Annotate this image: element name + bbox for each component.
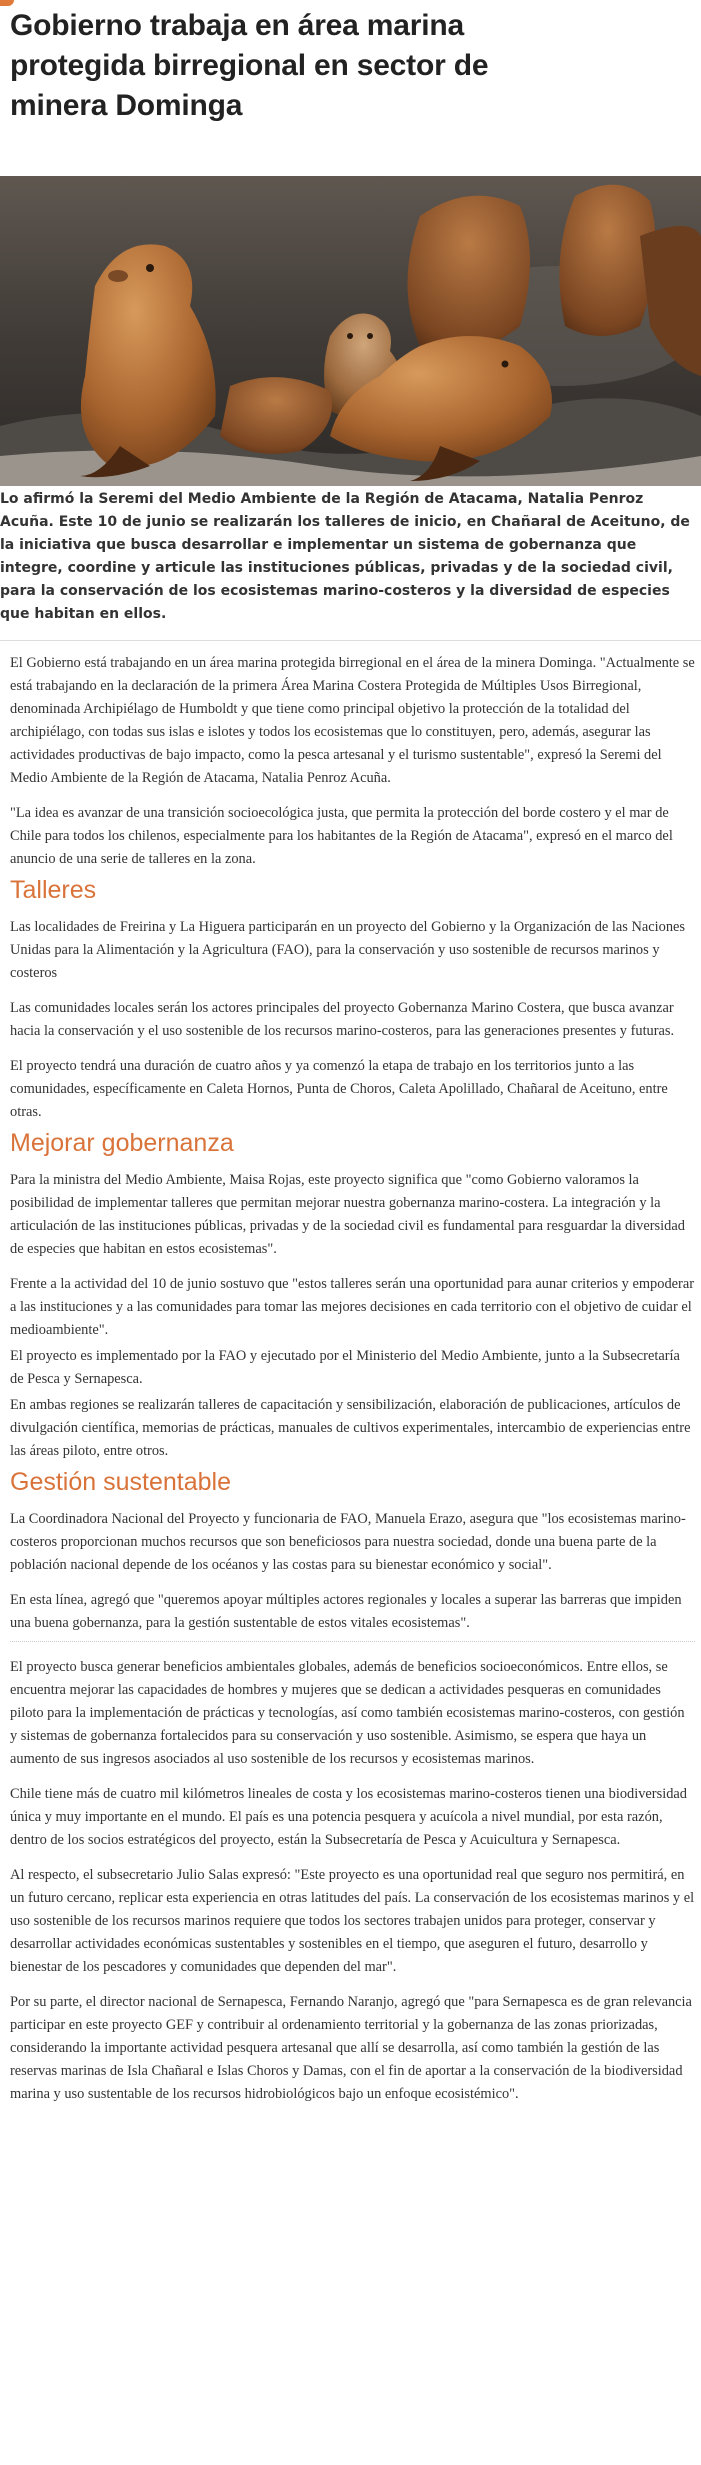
gobernanza-paragraph-2: Frente a la actividad del 10 de junio sostuvo que "estos talleres serán una oportunidad para aunar criterios y empoderar a las instituciones y a las comunidades para tomar las mejores decisiones en cada territorio con el objetivo de cuidar el medioambiente".	[10, 1276, 695, 1338]
article-lead: Lo afirmó la Seremi del Medio Ambiente de la Región de Atacama, Natalia Penroz Acuña. Este 10 de junio se realizarán los talleres de inicio, en Chañaral de Aceituno, de la iniciativa que busca desarrollar e implementar un sistema de gobernanza que integre, coordine y articule las instituciones públicas, privadas y de la sociedad civil, para la conservación de los ecosistemas marino-costeros y la diversidad de especies que habitan en ellos.	[0, 491, 690, 622]
gestion-paragraph-2: En esta línea, agregó que "queremos apoyar múltiples actores regionales y locales a superar las barreras que impiden una buena gobernanza, para la gestión sustentable de estos vitales ecosistemas".	[10, 1592, 682, 1631]
section-heading-gestion-sustentable: Gestión sustentable	[10, 1468, 231, 1496]
gobernanza-paragraph-1: Para la ministra del Medio Ambiente, Maisa Rojas, este proyecto significa que "como Gobierno valoramos la posibilidad de implementar talleres que permitan mejorar nuestra gobernanza marino-costera. La integración y la articulación de las instituciones públicas, privadas y de la sociedad civil es fundamental para resguardar la diversidad de especies que habitan en estos ecosistemas".	[10, 1172, 685, 1257]
gobernanza-paragraph-4: En ambas regiones se realizarán talleres de capacitación y sensibilización, elaboración de publicaciones, artículos de divulgación científica, memorias de prácticas, manuales de cultivos experimentales, intercambio de experiencias entre las áreas piloto, entre otros.	[10, 1397, 691, 1459]
dotted-separator	[10, 1641, 695, 1648]
lead-divider	[0, 640, 701, 641]
talleres-paragraph-3: El proyecto tendrá una duración de cuatro años y ya comenzó la etapa de trabajo en los territorios junto a las comunidades, específicamente en Caleta Hornos, Punta de Choros, Caleta Apolillado, Chañaral de Aceituno, entre otras.	[10, 1058, 668, 1120]
gestion-paragraph-3: El proyecto busca generar beneficios ambientales globales, además de beneficios socioeconómicos. Entre ellos, se encuentra mejorar las capacidades de hombres y mujeres que se dedican a actividades pesqueras en comunidades piloto para la implementación de prácticas y tecnologías, así como también ecosistemas marino-costeros, con gestión y sistemas de gobernanza fortalecidos para su conservación y uso sostenible. Asimismo, se espera que haya un aumento de sus ingresos asociados al uso sostenible de los recursos y ecosistemas marinos.	[10, 1659, 685, 1767]
section-heading-mejorar-gobernanza: Mejorar gobernanza	[10, 1129, 234, 1157]
hero-image	[0, 176, 701, 486]
intro-paragraph-1: El Gobierno está trabajando en un área marina protegida birregional en el área de la minera Dominga. "Actualmente se está trabajando en la declaración de la primera Área Marina Costera Protegida de Múltiples Usos Birregional, denominada Archipiélago de Humboldt y que tiene como principal objetivo la protección de la totalidad del archipiélago, con todas sus islas e islotes y todos los ecosistemas que lo constituyen, pero, además, asegurar las actividades productivas de bajo impacto, como la pesca artesanal y el turismo sustentable", expresó la Seremi del Medio Ambiente de la Región de Atacama, Natalia Penroz Acuña.	[10, 655, 695, 786]
gestion-paragraph-6: Por su parte, el director nacional de Sernapesca, Fernando Naranjo, agregó que "para Sernapesca es de gran relevancia participar en este proyecto GEF y contribuir al ordenamiento territorial y la gobernanza de las zonas priorizadas, considerando la importante actividad pesquera artesanal que allí se desarrolla, así como también la gestión de las reservas marinas de Isla Chañaral e Islas Choros y Damas, con el fin de aportar a la conservación de la biodiversidad marina y uso sustentable de los recursos hidrobiológicos bajo un enfoque ecosistémico".	[10, 1994, 692, 2102]
gestion-paragraph-4: Chile tiene más de cuatro mil kilómetros lineales de costa y los ecosistemas marino-costeros tienen una biodiversidad única y muy importante en el mundo. El país es una potencia pesquera y acuícola a nivel mundial, por esta razón, dentro de los socios estratégicos del proyecto, están la Subsecretaría de Pesca y Acuicultura y Sernapesca.	[10, 1786, 687, 1848]
article-body	[10, 652, 695, 2118]
article-title: Gobierno trabaja en área marina protegida birregional en sector de minera Dominga	[10, 9, 489, 122]
talleres-paragraph-1: Las localidades de Freirina y La Higuera participarán en un proyecto del Gobierno y la Organización de las Naciones Unidas para la Alimentación y la Agricultura (FAO), para la conservación y uso sostenible de recursos marinos y costeros	[10, 919, 686, 981]
intro-paragraph-2: "La idea es avanzar de una transición socioecológica justa, que permita la protección del borde costero y el mar de Chile para todos los chilenos, especialmente para los habitantes de la Región de Atacama", expresó en el marco del anuncio de una serie de talleres en la zona.	[10, 805, 673, 867]
talleres-paragraph-2: Las comunidades locales serán los actores principales del proyecto Gobernanza Marino Costera, que busca avanzar hacia la conservación y el uso sostenible de los recursos marino-costeros, para las generaciones presentes y futuras.	[10, 1000, 675, 1039]
gobernanza-paragraph-3: El proyecto es implementado por la FAO y ejecutado por el Ministerio del Medio Ambiente, junto a la Subsecretaría de Pesca y Sernapesca.	[10, 1348, 680, 1387]
gestion-paragraph-1: La Coordinadora Nacional del Proyecto y funcionaria de FAO, Manuela Erazo, asegura que "los ecosistemas marino-costeros proporcionan muchos recursos que son beneficiosos para nuestra sociedad, donde una buena parte de la población nacional depende de los océanos y las costas para su bienestar económico y social".	[10, 1511, 686, 1573]
sea-lions-photo	[0, 176, 701, 486]
section-heading-talleres: Talleres	[10, 876, 97, 904]
gestion-paragraph-5: Al respecto, el subsecretario Julio Salas expresó: "Este proyecto es una oportunidad real que seguro nos permitirá, en un futuro cercano, replicar esta experiencia en otras latitudes del país. La conservación de los ecosistemas marinos y el uso sostenible de los recursos marinos requiere que todos los sectores trabajen unidos para proteger, conservar y desarrollar actividades económicas sustentables y sostenibles en el tiempo, que aseguren el futuro, desarrollo y bienestar de los pescadores y comunidades que dependen del mar".	[10, 1867, 695, 1975]
